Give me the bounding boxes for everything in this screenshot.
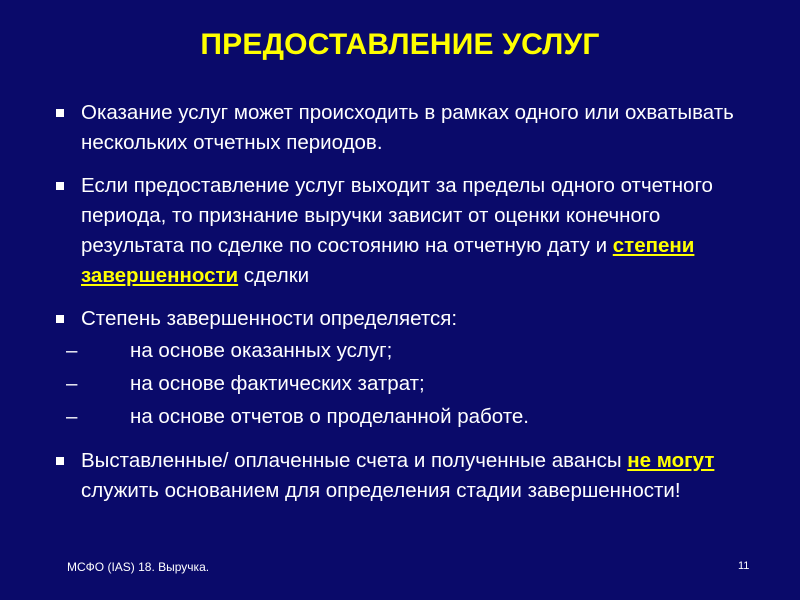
bullet-item-4 (54, 446, 754, 506)
dash-marker: – (66, 339, 78, 362)
dash-marker: – (66, 372, 78, 395)
slide-title: ПРЕДОСТАВЛЕНИЕ УСЛУГ (200, 28, 600, 61)
square-bullet-icon (56, 457, 64, 465)
square-bullet-icon (56, 182, 64, 190)
highlight-cannot: не могут (627, 449, 715, 472)
bullet-item-2 (54, 171, 754, 291)
bullet-text-2-part1: Если предоставление услуг выходит за пределы одного отчетного периода, то признание выручки зависит от оценки конечного результата по сделке по состоянию на отчетную дату и (81, 174, 713, 257)
bullet-text-2-part2: сделки (238, 264, 310, 287)
page-number: 11 (738, 560, 750, 572)
sub-item-text: на основе оказанных услуг; (130, 339, 393, 362)
square-bullet-icon (56, 315, 64, 323)
bullet-text-4-part1: Выставленные/ оплаченные счета и полученные авансы (81, 449, 628, 472)
sub-list-item (54, 367, 754, 400)
highlight-completion-degree: степени завершенности (81, 234, 695, 287)
bullet-text-4-part2: служить основанием для определения стадии завершенности! (81, 479, 681, 502)
sub-list-item (54, 400, 754, 433)
sub-item-text: на основе отчетов о проделанной работе. (130, 405, 529, 428)
slide-content (54, 98, 754, 519)
bullet-text-3: Степень завершенности определяется: (81, 307, 458, 330)
sub-list (54, 334, 754, 433)
bullet-text-1: Оказание услуг может происходить в рамках одного или охватывать нескольких отчетных периодов. (81, 101, 734, 154)
bullet-item-3 (54, 304, 754, 334)
footer-caption: МСФО (IAS) 18. Выручка. (67, 560, 210, 574)
sub-item-text: на основе фактических затрат; (130, 372, 425, 395)
sub-list-item (54, 334, 754, 367)
bullet-item-1 (54, 98, 754, 158)
dash-marker: – (66, 405, 78, 428)
square-bullet-icon (56, 109, 64, 117)
